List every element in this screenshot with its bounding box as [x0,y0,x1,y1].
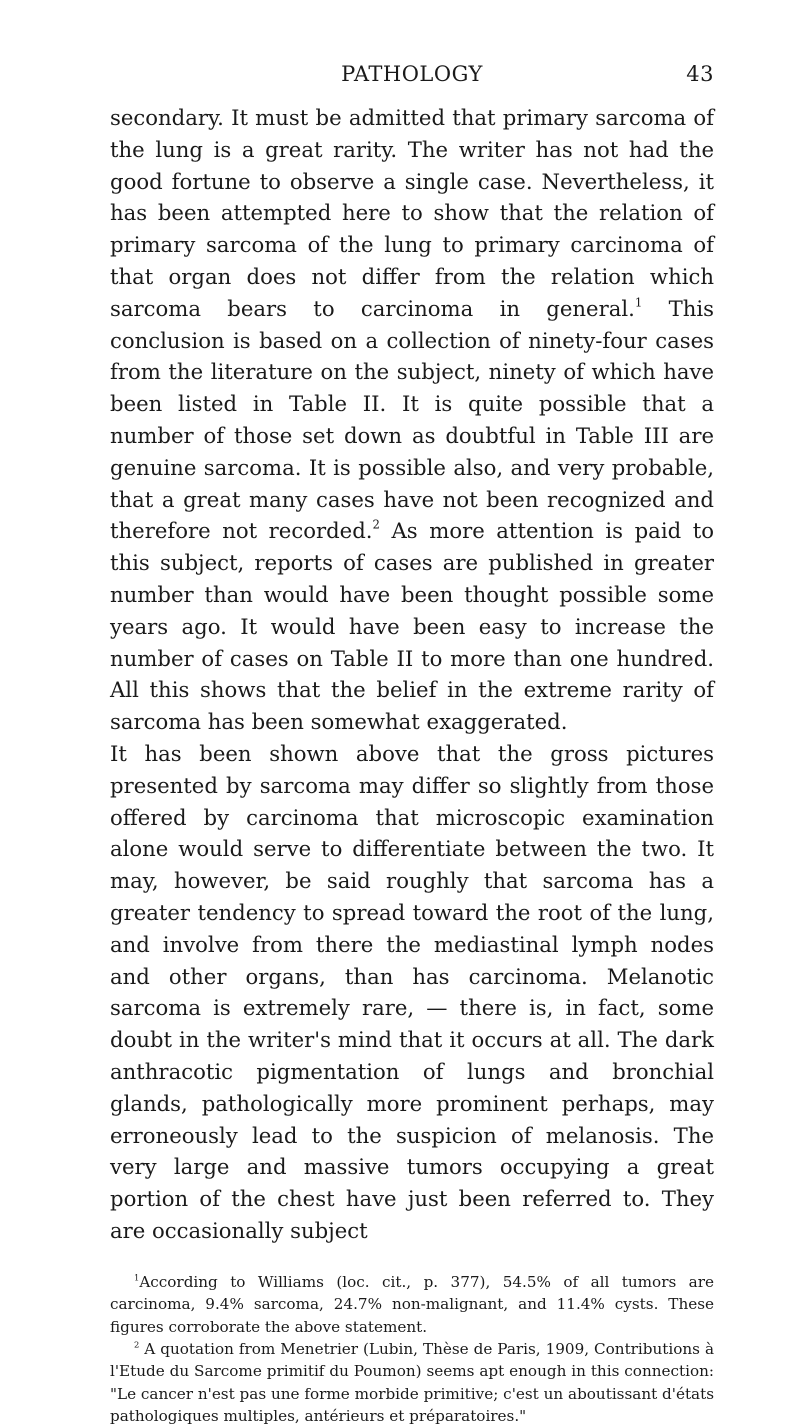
paragraph-2 [110,738,714,1247]
paragraph-1-part-a: secondary. It must be admitted that primary sarcoma of the lung is a great rarity. The writer has not had the good fortune to observe a single case. Nevertheless, it has been attempted here to show that the relation of primary sarcoma of the lung to primary carcinoma of that organ does not differ from the relation which sarcoma bears to carcinoma in general. [110,105,714,321]
paragraph-2-text: It has been shown above that the gross pictures presented by sarcoma may differ so slightly from those offered by carcinoma that microscopic examination alone would serve to differentiate between the two. It may, however, be said roughly that sarcoma has a greater tendency to spread toward the root of the lung, and involve from there the mediastinal lymph nodes and other organs, than has carcinoma. Melanotic sarcoma is extremely rare, — there is, in fact, some doubt in the writer's mind that it occurs at all. The dark anthracotic pigmentation of lungs and bronchial glands, pathologically more prominent perhaps, may erroneously lead to the suspicion of melanosis. The very large and massive tumors occupying a great portion of the chest have just been referred to. They are occasionally subject [110,740,714,1243]
footnote-1-marker: 1 [134,1272,140,1282]
footnote-ref-2: 2 [372,518,380,533]
footnote-2-marker: 2 [134,1339,140,1350]
paragraph-1-part-b: This conclusion is based on a collection of ninety-four cases from the literature on the subject, ninety of which have been listed in Table II. It is quite possible that a number of those set down as doubtful in Table III are genuine sarcoma. It is possible also, and very probable, that a great many cases have not been recognized and therefore not recorded. [110,295,714,544]
running-head [110,62,714,102]
paragraph-1-part-c: As more attention is paid to this subject, reports of cases are published in greater number than would have been thought possible some years ago. It would have been easy to increase the number of cases on Table II to more than one hundred. All this shows that the belief in the extreme rarity of sarcoma has been somewhat exaggerated. [110,518,714,735]
footnote-1-text: According to Williams (loc. cit., p. 377), 54.5% of all tumors are carcinoma, 9.4% sarcoma, 24.7% non-malignant, and 11.4% cysts. These figures corroborate the above statement. [110,1272,714,1336]
footnote-1 [110,1271,714,1338]
paragraph-1 [110,102,714,738]
footnote-ref-1: 1 [634,295,643,310]
body-text [110,102,714,1247]
running-title: PATHOLOGY [341,62,483,86]
footnotes [110,1271,714,1428]
page-number: 43 [686,62,714,86]
footnote-2-text: A quotation from Menetrier (Lubin, Thèse de Paris, 1909, Contributions à l'Etude du Sarcome primitif du Poumon) seems apt enough in this connection: "Le cancer n'est pas une forme morbide primitive; c'est un aboutissant d'états pathologiques multiples, antérieurs et préparatoires." [110,1339,714,1426]
footnote-2 [110,1338,714,1428]
